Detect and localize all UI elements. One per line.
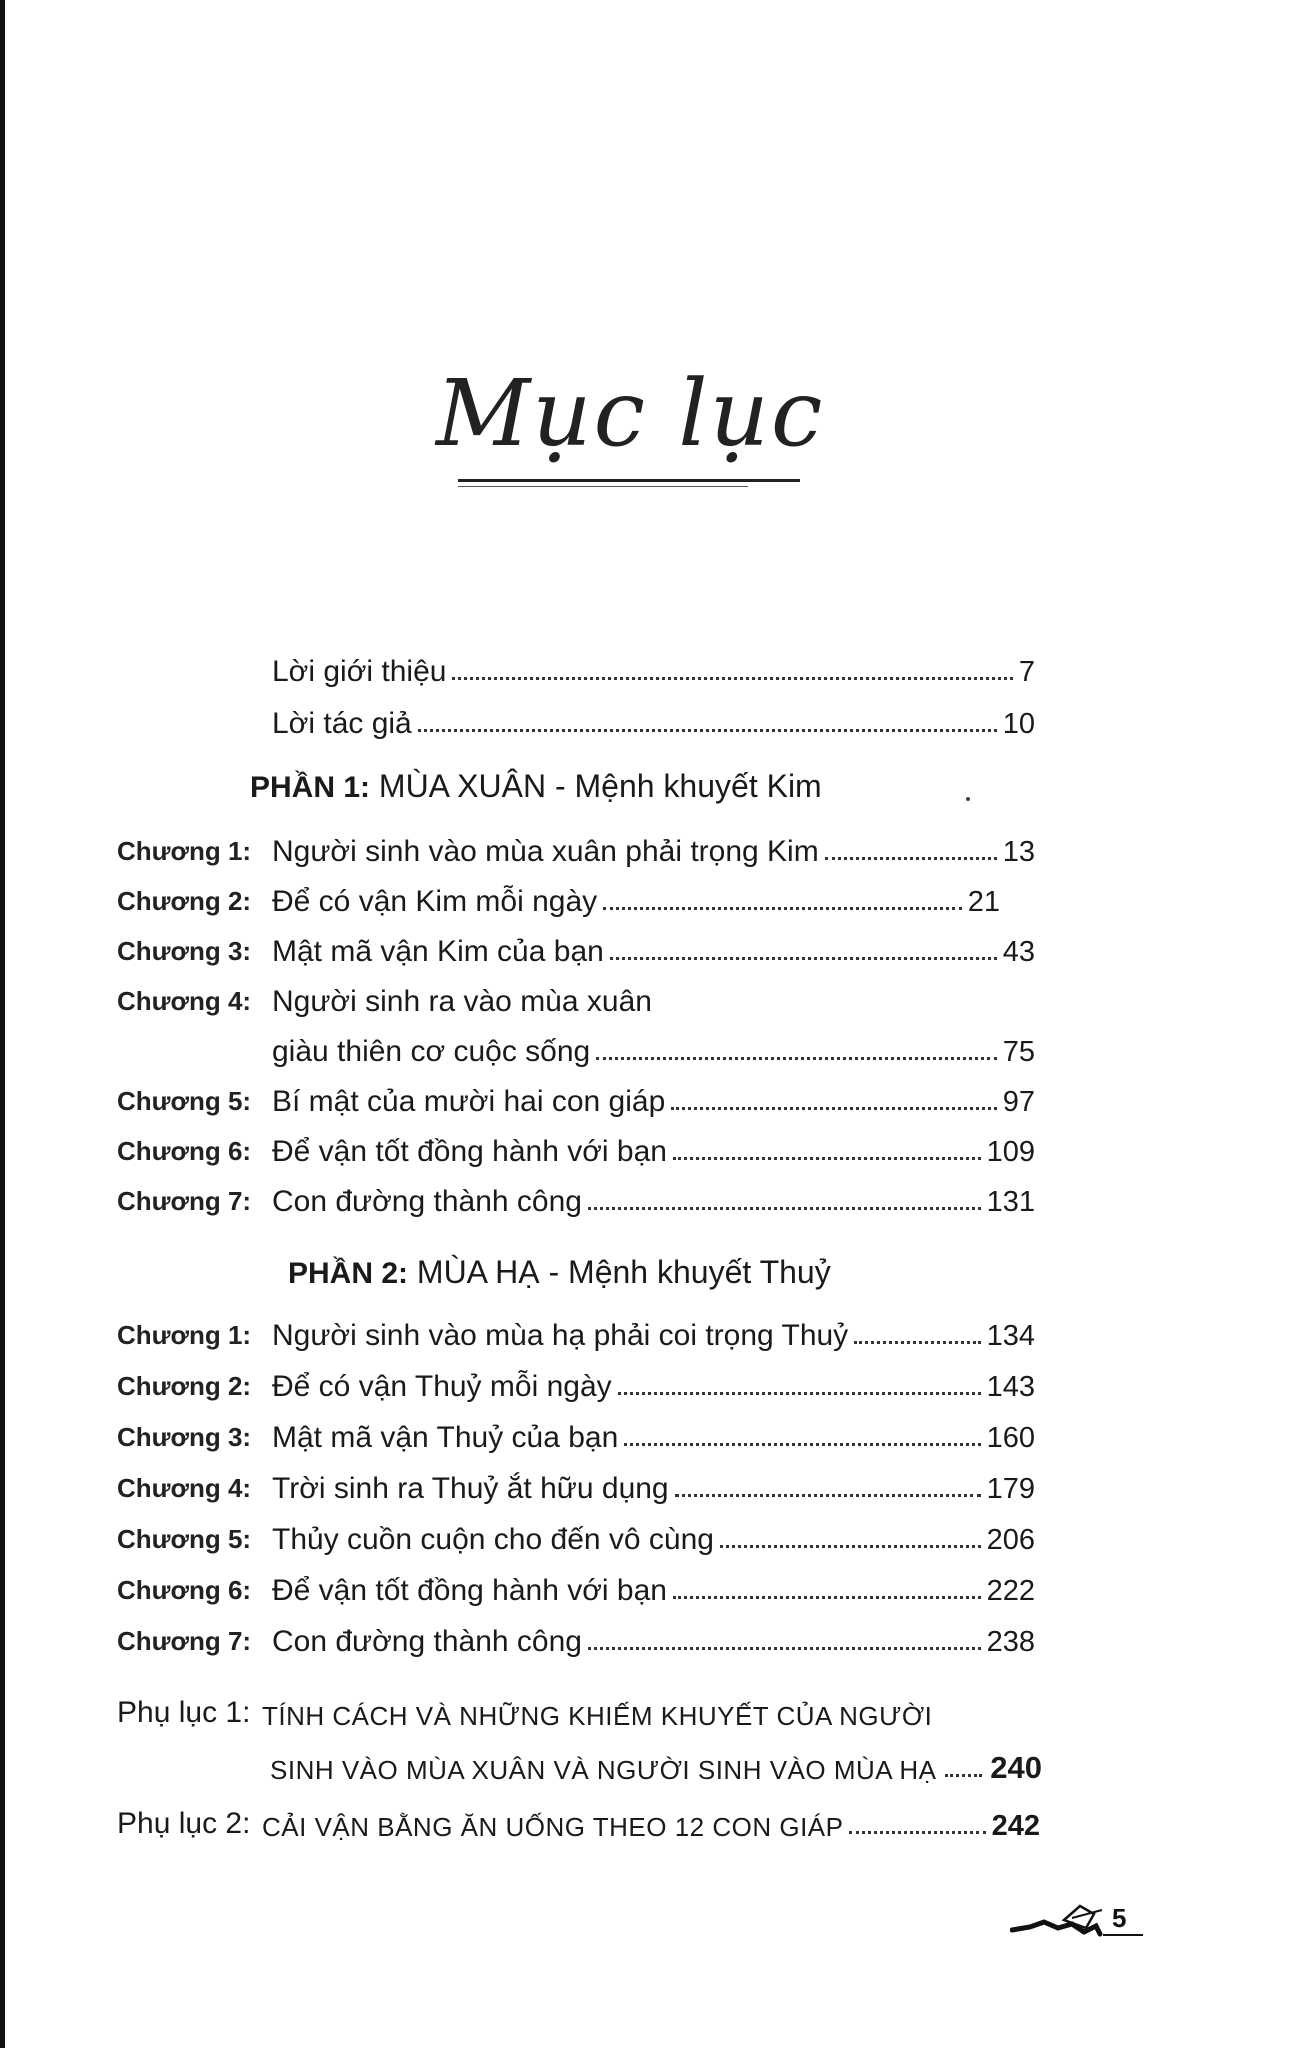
chapter-label: Chương 4: <box>117 986 252 1016</box>
entry-page: 75 <box>1002 1036 1035 1068</box>
entry-page: 143 <box>986 1371 1035 1403</box>
entry-page: 97 <box>1002 1086 1035 1118</box>
chapter-label: Chương 1: <box>117 836 252 866</box>
entry-page: 179 <box>986 1473 1035 1505</box>
page-title: Mục lục <box>436 360 825 467</box>
entry-text: Để có vận Thuỷ mỗi ngày <box>272 1370 612 1403</box>
entry-text: Để vận tốt đồng hành với bạn <box>272 1135 667 1168</box>
entry-page: 131 <box>986 1186 1035 1218</box>
dot-leader <box>945 1774 983 1777</box>
dot-leader <box>720 1545 981 1548</box>
entry-text: Lời tác giả <box>272 707 412 740</box>
chapter-label: Chương 3: <box>117 936 252 966</box>
toc-entry-intro[interactable] <box>0 645 1035 689</box>
entry-page: 13 <box>1002 836 1035 868</box>
entry-page: 242 <box>991 1810 1040 1842</box>
entry-text: Người sinh ra vào mùa xuân <box>272 985 652 1018</box>
entry-page: 222 <box>986 1575 1035 1607</box>
entry-text: Mật mã vận Kim của bạn <box>272 935 604 968</box>
entry-text: Để vận tốt đồng hành với bạn <box>272 1574 667 1607</box>
chapter-label: Chương 6: <box>117 1136 252 1166</box>
toc-entry-p2-ch2[interactable] <box>0 1360 1035 1404</box>
chapter-label: Chương 6: <box>117 1575 252 1605</box>
toc-entry-p2-ch4[interactable] <box>0 1462 1035 1506</box>
part-label: PHẦN 2: <box>288 1257 409 1290</box>
entry-page: 134 <box>986 1320 1035 1352</box>
dot-leader <box>675 1494 981 1497</box>
entry-text: Thủy cuồn cuộn cho đến vô cùng <box>272 1523 714 1556</box>
entry-text: SINH VÀO MÙA XUÂN VÀ NGƯỜI SINH VÀO MÙA HẠ <box>270 1755 937 1785</box>
entry-page: 7 <box>1018 656 1035 688</box>
toc-entry-p1-ch7[interactable] <box>0 1175 1035 1219</box>
part2-heading <box>288 1254 831 1291</box>
dot-leader <box>618 1392 981 1395</box>
toc-entry-p1-ch5[interactable] <box>0 1075 1035 1119</box>
chapter-label: Chương 4: <box>117 1473 252 1503</box>
entry-page: 21 <box>967 886 1000 918</box>
dot-leader <box>603 907 962 910</box>
entry-text: Mật mã vận Thuỷ của bạn <box>272 1421 619 1454</box>
toc-entry-p2-ch6[interactable] <box>0 1564 1035 1608</box>
entry-text: Con đường thành công <box>272 1185 582 1218</box>
toc-entry-p1-ch1[interactable] <box>0 825 1035 869</box>
toc-entry-p1-ch6[interactable] <box>0 1125 1035 1169</box>
entry-page: 206 <box>986 1524 1035 1556</box>
book-spine-edge <box>0 0 5 2048</box>
dot-leader <box>825 857 997 860</box>
chapter-label: Chương 5: <box>117 1524 252 1554</box>
chapter-label: Chương 1: <box>117 1320 252 1350</box>
stray-mark <box>966 797 970 801</box>
dot-leader <box>418 729 997 732</box>
toc-entry-author-note[interactable] <box>0 697 1035 741</box>
entry-page: 10 <box>1002 708 1035 740</box>
chapter-label: Chương 7: <box>117 1626 252 1656</box>
dot-leader <box>849 1831 985 1834</box>
entry-page: 238 <box>986 1626 1035 1658</box>
dot-leader <box>588 1647 981 1650</box>
dot-leader <box>673 1157 981 1160</box>
entry-text: Để có vận Kim mỗi ngày <box>272 885 598 918</box>
title-underline-thin <box>458 486 748 487</box>
part-label: PHẦN 1: <box>250 771 371 804</box>
toc-entry-appendix2[interactable] <box>0 1799 1040 1843</box>
toc-entry-p2-ch1[interactable] <box>0 1309 1035 1353</box>
entry-text: Người sinh vào mùa xuân phải trọng Kim <box>272 835 819 868</box>
dot-leader <box>624 1443 980 1446</box>
toc-entry-appendix1-line1 <box>0 1688 1035 1732</box>
entry-text: Con đường thành công <box>272 1625 582 1658</box>
entry-text: Người sinh vào mùa hạ phải coi trọng Thuỷ <box>272 1319 849 1352</box>
dot-leader <box>588 1207 981 1210</box>
entry-page: 109 <box>986 1136 1035 1168</box>
chapter-label: Chương 2: <box>117 886 252 916</box>
toc-entry-p2-ch5[interactable] <box>0 1513 1035 1557</box>
entry-text: Lời giới thiệu <box>272 655 447 688</box>
entry-page: 160 <box>986 1422 1035 1454</box>
toc-entry-appendix1[interactable] <box>0 1742 1042 1786</box>
chapter-label: Chương 2: <box>117 1371 252 1401</box>
dot-leader <box>673 1596 981 1599</box>
chapter-label: Chương 3: <box>117 1422 252 1452</box>
dot-leader <box>854 1341 980 1344</box>
toc-entry-p2-ch7[interactable] <box>0 1615 1035 1659</box>
toc-entry-p2-ch3[interactable] <box>0 1411 1035 1455</box>
entry-text: Bí mật của mười hai con giáp <box>272 1085 666 1118</box>
dot-leader <box>671 1107 996 1110</box>
appendix-label: Phụ lục 1: <box>117 1696 251 1729</box>
toc-entry-p1-ch2[interactable] <box>0 875 1000 919</box>
entry-page: 43 <box>1002 936 1035 968</box>
appendix-label: Phụ lục 2: <box>117 1807 251 1840</box>
entry-text: TÍNH CÁCH VÀ NHỮNG KHIẾM KHUYẾT CỦA NGƯỜI <box>262 1701 933 1731</box>
page-number: 5 <box>1112 1903 1127 1933</box>
toc-entry-p1-ch4[interactable] <box>0 1025 1035 1069</box>
entry-text: giàu thiên cơ cuộc sống <box>272 1035 591 1068</box>
entry-page: 240 <box>990 1750 1042 1785</box>
toc-entry-p1-ch4-line1 <box>0 975 1035 1019</box>
entry-text: Trời sinh ra Thuỷ ắt hữu dụng <box>272 1472 669 1505</box>
chapter-label: Chương 5: <box>117 1086 252 1116</box>
page-number-underline <box>1103 1934 1143 1936</box>
chapter-label: Chương 7: <box>117 1186 252 1216</box>
part-title: MÙA XUÂN - Mệnh khuyết Kim <box>378 768 822 804</box>
dot-leader <box>452 677 1012 680</box>
dot-leader <box>610 957 997 960</box>
part1-heading <box>250 768 822 805</box>
entry-text: CẢI VẬN BẰNG ĂN UỐNG THEO 12 CON GIÁP <box>262 1812 844 1842</box>
toc-entry-p1-ch3[interactable] <box>0 925 1035 969</box>
dot-leader <box>596 1057 997 1060</box>
title-underline <box>458 479 800 482</box>
part-title: MÙA HẠ - Mệnh khuyết Thuỷ <box>416 1254 831 1290</box>
